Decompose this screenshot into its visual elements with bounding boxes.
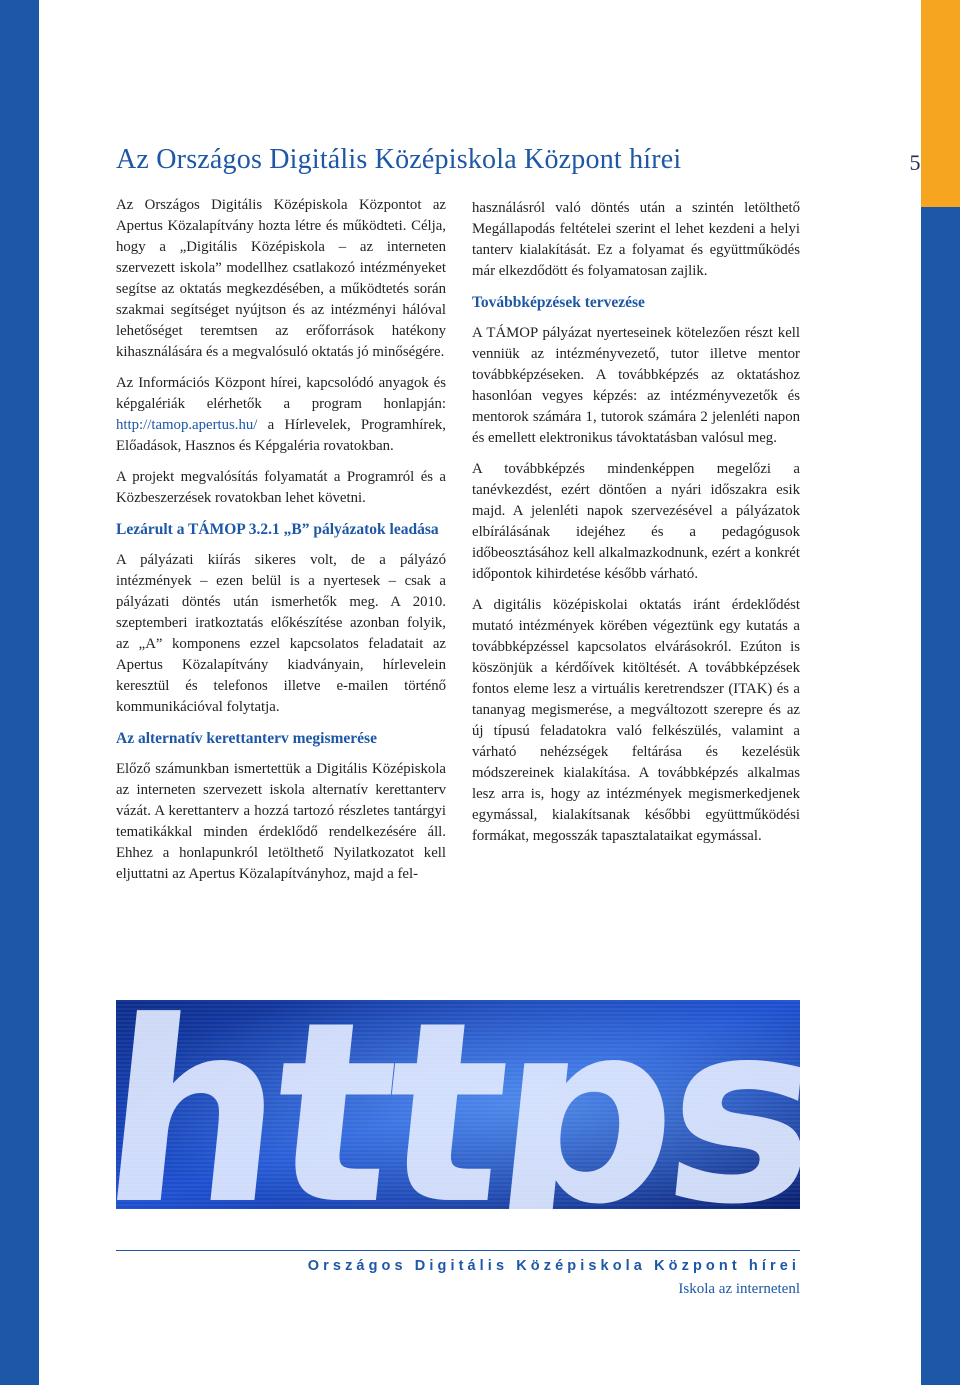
info-text: Az Információs Központ hírei, kapcsolódó anyagok és képgalériák elérhetők a program honlapján: (116, 375, 446, 412)
training-research-paragraph: A digitális középiskolai oktatás iránt érdeklődést mutató intézmények körében végeztünk egy kutatás a továbbképzéssel kapcsolatos elvárásokról. Ezúton is köszönjük a kérdőívek kitöltését. A továbbképzések fontos eleme lesz a virtuális keretrendszer (ITAK) és a tananyag megismerése, a megváltozott szerepre és az új típusú feladatokra való felkészülés, valamint a várható nehézségek feltárása és kezelésük módszereinek kialakítása. A továbbképzés alkalmas lesz arra is, hogy az intézmények megismerkedjenek egymással, kialakítsanak későbbi együttműködési formákat, megosszák tapasztalataikat egymással. (472, 597, 800, 844)
page-title: Az Országos Digitális Középiskola Központ hírei (116, 144, 682, 175)
right-column (472, 198, 800, 857)
intro-paragraph: Az Országos Digitális Középiskola Központot az Apertus Közalapítvány hozta létre és működteti. Célja, hogy a „Digitális Középiskola – az interneten szervezett iskola” modellhez csatlakozó intézményeket segítse az oktatás megkezdésében, a működtetés során szakmai segítséget nyújtson és az intézményi hálóval lehetőséget teremtsen az erőforrások hatékony kihasználására és a megvalósuló oktatás jó minőségére. (116, 197, 446, 360)
section-heading-training: Továbbképzések tervezése (472, 294, 645, 311)
page-number: 5 (909, 150, 921, 175)
footer-title: Országos Digitális Középiskola Központ hírei (307, 1258, 800, 1274)
url-banner-graphic (116, 1000, 800, 1209)
info-text-tail: a Hírlevelek, Programhírek, Előadások, Hasznos és Képgaléria rovatokban. (116, 417, 446, 454)
program-link[interactable]: http://tamop.apertus.hu/ (116, 417, 258, 433)
info-paragraph (116, 373, 446, 457)
training-schedule-paragraph: A továbbképzés mindenképpen megelőzi a tanévkezdést, ezért döntően a nyári időszakra esik majd. A jelenléti napok szervezésével a pályázatok elbírálásának idejéhez és a pedagógusok időbeosztásához kell alkalmazkodnunk, ezért a konkrét időpontok kihirdetése később várható. (472, 461, 800, 582)
section-heading-tamop: Lezárult a TÁMOP 3.2.1 „B” pályázatok leadása (116, 521, 439, 538)
tamop-paragraph: A pályázati kiírás sikeres volt, de a pályázó intézmények – ezen belül is a nyertesek – csak a pályázati döntés után ismerhetők meg. A 2010. szeptemberi iratkoztatás előkészítése azonban folyik, az „A” komponens ezzel kapcsolatos feladatait az Apertus Közalapítvány kiadványain, hírlevelein keresztül és telefonos illetve e-mailen történő kommunikációval folytatja. (116, 552, 446, 715)
right-margin-bar (921, 0, 960, 1385)
section-heading-curriculum: Az alternatív kerettanterv megismerése (116, 730, 377, 747)
banner-image (116, 1000, 800, 1209)
footer-divider (116, 1250, 800, 1251)
footer-subtitle: Iskola az internetenl (678, 1281, 800, 1297)
left-column (116, 195, 446, 895)
curriculum-paragraph: Előző számunkban ismertettük a Digitális Középiskola az interneten szervezett iskola alternatív kerettanterv vázát. A kerettanterv a hozzá tartozó részletes tantárgyi tematikákkal minden érdeklődő rendelkezésére áll. Ehhez a honlapunkról letölthető Nyilatkozatot kell eljuttatni az Apertus Közalapítványhoz, majd a fel- (116, 761, 446, 882)
curriculum-continued-paragraph: használásról való döntés után a szintén letölthető Megállapodás feltételei szerint el lehet kezdeni a helyi tanterv kialakítását. Ez a folyamat és együttműködés már elkezdődött és folyamatosan zajlik. (472, 200, 800, 279)
training-paragraph: A TÁMOP pályázat nyerteseinek kötelezően részt kell venniük az intézményvezető, tutor illetve mentor továbbképzéseken. A továbbképzés az oktatáshoz hasonlóan vegyes képzés: az intézményvezetők és mentorok számára 1, tutorok számára 2 jelenléti napon és emellett elektronikus távoktatásban valósul meg. (472, 325, 800, 446)
project-paragraph: A projekt megvalósítás folyamatát a Programról és a Közbeszerzések rovatokban lehet követni. (116, 469, 446, 506)
left-margin-bar (0, 0, 39, 1385)
